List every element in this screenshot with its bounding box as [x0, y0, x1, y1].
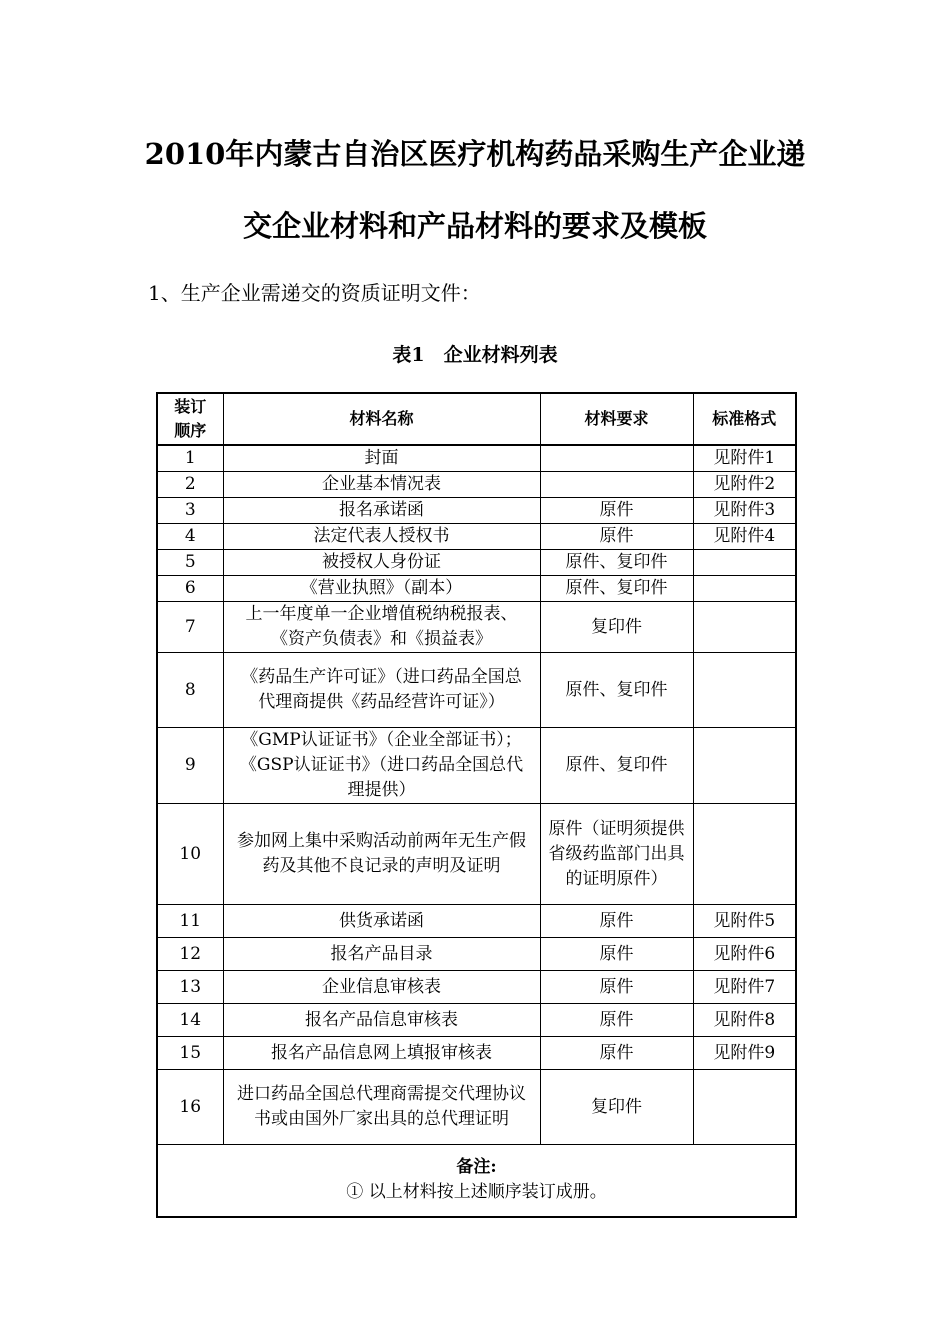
table-row: [157, 728, 796, 804]
table-row: [157, 1070, 796, 1145]
row-material-name: 报名产品信息网上填报审核表: [223, 1037, 540, 1070]
row-material-name: 供货承诺函: [223, 905, 540, 938]
row-format: 见附件6: [693, 938, 796, 971]
row-requirement: 复印件: [540, 1070, 693, 1145]
table-row: [157, 938, 796, 971]
row-number: 13: [157, 971, 223, 1004]
table-row: [157, 1037, 796, 1070]
row-requirement: 原件、复印件: [540, 576, 693, 602]
row-format: 见附件4: [693, 524, 796, 550]
row-format: 见附件2: [693, 472, 796, 498]
table-row: [157, 905, 796, 938]
row-requirement: 原件: [540, 498, 693, 524]
row-material-name: 《营业执照》（副本）: [223, 576, 540, 602]
table-row: [157, 1004, 796, 1037]
row-format: [693, 576, 796, 602]
row-material-name: 《药品生产许可证》（进口药品全国总代理商提供《药品经营许可证》）: [223, 653, 540, 728]
row-format: [693, 728, 796, 804]
row-number: 16: [157, 1070, 223, 1145]
row-format: [693, 1070, 796, 1145]
table-header-row: [157, 393, 796, 445]
row-number: 9: [157, 728, 223, 804]
row-material-name: 《GMP认证证书》（企业全部证书）；《GSP认证证书》（进口药品全国总代理提供）: [223, 728, 540, 804]
document-title-line-2: 交企业材料和产品材料的要求及模板: [242, 209, 707, 243]
row-requirement: 原件: [540, 524, 693, 550]
row-number: 12: [157, 938, 223, 971]
row-material-name: 被授权人身份证: [223, 550, 540, 576]
row-format: 见附件1: [693, 445, 796, 472]
table-row: [157, 971, 796, 1004]
row-requirement: 原件: [540, 938, 693, 971]
materials-table: [156, 392, 797, 1218]
row-requirement: 复印件: [540, 602, 693, 653]
header-order: 装订顺序: [157, 393, 223, 445]
note-cell: [157, 1145, 796, 1217]
row-material-name: 参加网上集中采购活动前两年无生产假药及其他不良记录的声明及证明: [223, 804, 540, 905]
row-format: 见附件9: [693, 1037, 796, 1070]
note-text: ① 以上材料按上述顺序装订成册。: [346, 1182, 607, 1203]
table-row: [157, 804, 796, 905]
row-number: 7: [157, 602, 223, 653]
row-format: 见附件7: [693, 971, 796, 1004]
row-number: 11: [157, 905, 223, 938]
row-format: 见附件5: [693, 905, 796, 938]
table-row: [157, 576, 796, 602]
row-material-name: 报名承诺函: [223, 498, 540, 524]
row-requirement: 原件（证明须提供省级药监部门出具的证明原件）: [540, 804, 693, 905]
row-requirement: 原件: [540, 1004, 693, 1037]
document-title-line-1: 2010年内蒙古自治区医疗机构药品采购生产企业递: [144, 137, 806, 171]
table-caption: 表1 企业材料列表: [392, 344, 558, 366]
row-format: [693, 602, 796, 653]
header-name: 材料名称: [223, 393, 540, 445]
row-number: 10: [157, 804, 223, 905]
row-material-name: 法定代表人授权书: [223, 524, 540, 550]
note-row: [157, 1145, 796, 1217]
note-label: 备注:: [456, 1157, 497, 1178]
row-number: 3: [157, 498, 223, 524]
row-requirement: 原件: [540, 971, 693, 1004]
row-requirement: 原件: [540, 1037, 693, 1070]
table-row: [157, 472, 796, 498]
row-material-name: 上一年度单一企业增值税纳税报表、《资产负债表》和《损益表》: [223, 602, 540, 653]
row-number: 2: [157, 472, 223, 498]
row-requirement: 原件、复印件: [540, 728, 693, 804]
header-format: 标准格式: [693, 393, 796, 445]
table-row: [157, 498, 796, 524]
table-row: [157, 602, 796, 653]
table-row: [157, 445, 796, 472]
row-material-name: 报名产品目录: [223, 938, 540, 971]
row-material-name: 封面: [223, 445, 540, 472]
row-number: 15: [157, 1037, 223, 1070]
row-number: 8: [157, 653, 223, 728]
row-requirement: 原件、复印件: [540, 550, 693, 576]
row-number: 1: [157, 445, 223, 472]
row-format: [693, 804, 796, 905]
row-material-name: 企业基本情况表: [223, 472, 540, 498]
row-requirement: 原件、复印件: [540, 653, 693, 728]
table-row: [157, 653, 796, 728]
section-intro: 1、生产企业需递交的资质证明文件：: [148, 281, 481, 305]
header-requirement: 材料要求: [540, 393, 693, 445]
row-number: 14: [157, 1004, 223, 1037]
row-format: [693, 653, 796, 728]
row-number: 4: [157, 524, 223, 550]
row-requirement: [540, 472, 693, 498]
row-material-name: 报名产品信息审核表: [223, 1004, 540, 1037]
row-format: [693, 550, 796, 576]
row-format: 见附件8: [693, 1004, 796, 1037]
row-number: 5: [157, 550, 223, 576]
table-row: [157, 550, 796, 576]
row-number: 6: [157, 576, 223, 602]
row-requirement: [540, 445, 693, 472]
row-material-name: 企业信息审核表: [223, 971, 540, 1004]
row-requirement: 原件: [540, 905, 693, 938]
table-row: [157, 524, 796, 550]
row-material-name: 进口药品全国总代理商需提交代理协议书或由国外厂家出具的总代理证明: [223, 1070, 540, 1145]
row-format: 见附件3: [693, 498, 796, 524]
